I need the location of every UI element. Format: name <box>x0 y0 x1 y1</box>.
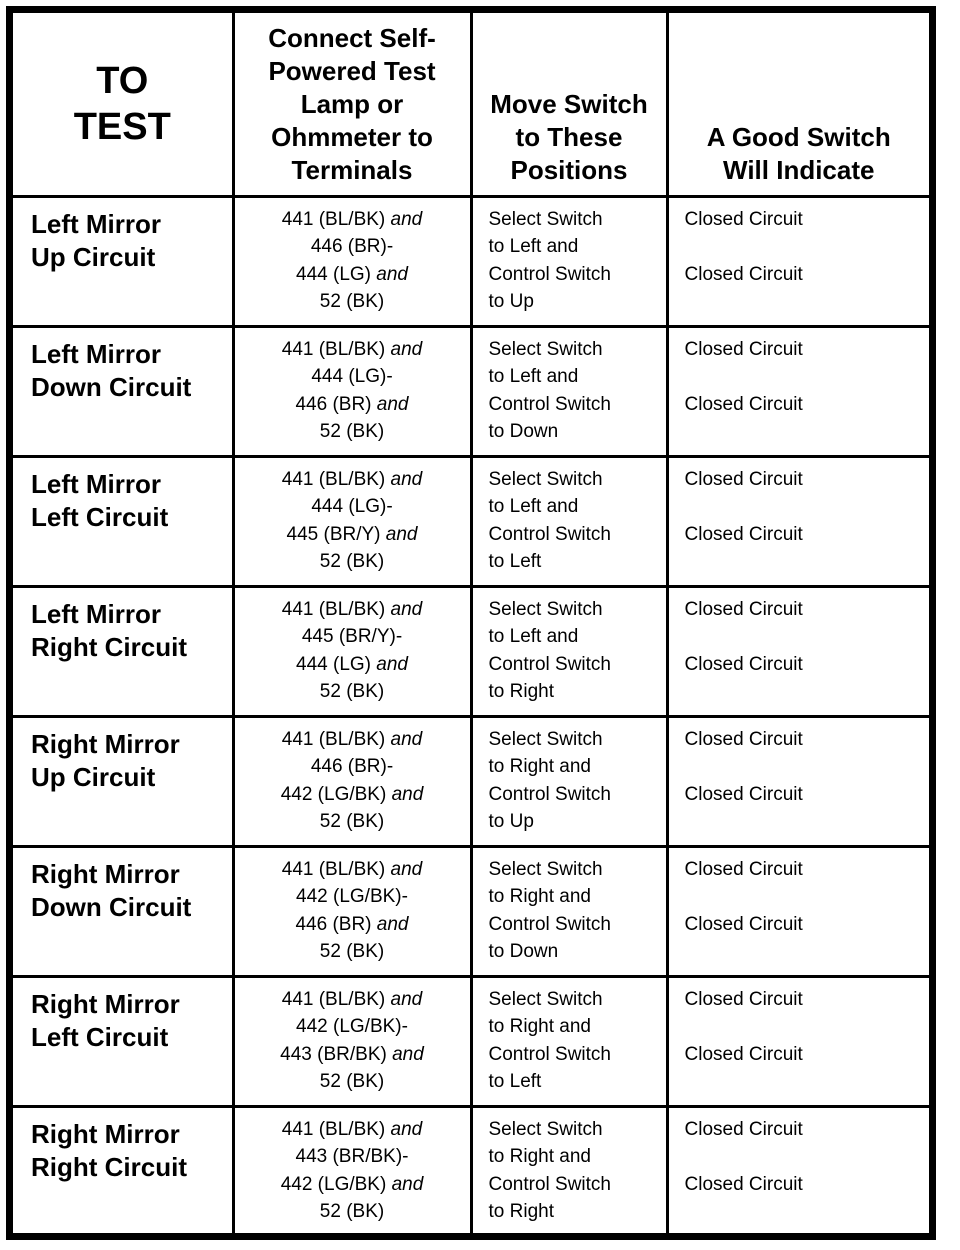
terminal-wire: 442 (LG/BK) <box>280 783 387 805</box>
terminals-cell <box>233 586 471 716</box>
circuit-name-line: Right Mirror <box>31 1118 180 1149</box>
header-good-switch <box>667 13 929 196</box>
switch-position-line: Select Switch <box>488 208 603 230</box>
indication-result: Closed Circuit <box>684 728 803 750</box>
terminal-wire: 441 (BL/BK) <box>281 1118 386 1140</box>
terminals-cell <box>233 846 471 976</box>
switch-position-line: Control Switch <box>488 523 611 545</box>
switch-position-line: Select Switch <box>488 728 603 750</box>
switch-positions-cell <box>471 326 667 456</box>
indication-cell <box>667 716 929 846</box>
terminal-conjunction: and <box>390 1118 423 1140</box>
terminal-line <box>235 288 470 316</box>
switch-positions-cell <box>471 976 667 1106</box>
indication-result: Closed Circuit <box>684 1043 803 1065</box>
terminal-wire: 441 (BL/BK) <box>281 208 386 230</box>
terminal-line <box>235 726 470 754</box>
indication-result: Closed Circuit <box>684 858 803 880</box>
terminal-wire: 444 (LG) <box>296 263 371 285</box>
terminal-wire: 444 (LG) <box>296 653 371 675</box>
table-row <box>13 196 929 326</box>
terminal-conjunction: and <box>376 393 409 415</box>
indication-result: Closed Circuit <box>684 263 803 285</box>
terminal-line <box>235 1013 470 1041</box>
terminal-line <box>235 911 470 939</box>
switch-position-line: Select Switch <box>488 858 603 880</box>
terminal-line <box>235 678 470 706</box>
terminal-wire: 442 (LG/BK) <box>280 1173 387 1195</box>
terminal-wire: 442 (LG/BK)- <box>296 886 408 907</box>
switch-position-line: to Right <box>488 1201 554 1222</box>
terminal-line <box>235 1143 470 1171</box>
circuit-name-cell <box>13 846 233 976</box>
terminal-conjunction: and <box>391 783 424 805</box>
indication-cell <box>667 1106 929 1236</box>
switch-positions-cell <box>471 846 667 976</box>
terminals-cell <box>233 1106 471 1236</box>
indication-result: Closed Circuit <box>684 1118 803 1140</box>
header-line: TO <box>96 59 149 102</box>
terminal-wire: 441 (BL/BK) <box>281 338 386 360</box>
indication-cell <box>667 586 929 716</box>
terminal-wire: 446 (BR) <box>295 393 372 415</box>
circuit-name-cell <box>13 456 233 586</box>
table-row <box>13 586 929 716</box>
terminal-line <box>235 391 470 419</box>
circuit-name-line: Left Mirror <box>31 468 161 499</box>
switch-position-line: to Left and <box>488 366 579 387</box>
terminal-conjunction: and <box>390 208 423 230</box>
indication-result: Closed Circuit <box>684 913 803 935</box>
terminal-line <box>235 521 470 549</box>
switch-position-line: Control Switch <box>488 1173 611 1195</box>
terminal-wire: 52 (BK) <box>319 291 385 312</box>
terminal-line <box>235 418 470 446</box>
circuit-name-line: Left Mirror <box>31 598 161 629</box>
terminal-wire: 52 (BK) <box>319 551 385 572</box>
circuit-name-cell <box>13 196 233 326</box>
circuit-name-line: Right Circuit <box>31 1151 187 1182</box>
header-line: Will Indicate <box>723 154 875 185</box>
terminal-line <box>235 986 470 1014</box>
circuit-name-cell <box>13 586 233 716</box>
circuit-name-line: Left Mirror <box>31 208 161 239</box>
switch-position-line: to Left <box>488 1071 542 1092</box>
circuit-name-line: Right Circuit <box>31 631 187 662</box>
terminal-line <box>235 938 470 966</box>
switch-position-line: to Right and <box>488 1146 591 1167</box>
switch-position-line: Select Switch <box>488 598 603 620</box>
switch-test-table <box>13 13 929 1236</box>
switch-position-line: to Right and <box>488 756 591 777</box>
indication-result: Closed Circuit <box>684 338 803 360</box>
terminal-wire: 443 (BR/BK)- <box>295 1146 409 1167</box>
terminal-wire: 445 (BR/Y) <box>286 523 381 545</box>
terminal-wire: 443 (BR/BK) <box>280 1043 387 1065</box>
header-line: Powered Test <box>268 55 436 86</box>
switch-position-line: Control Switch <box>488 783 611 805</box>
terminal-wire: 52 (BK) <box>319 1201 385 1222</box>
circuit-name-line: Left Circuit <box>31 501 169 532</box>
terminal-wire: 441 (BL/BK) <box>281 468 386 490</box>
indication-result: Closed Circuit <box>684 208 803 230</box>
switch-position-line: to Left and <box>488 496 579 517</box>
switch-positions-cell <box>471 586 667 716</box>
terminals-cell <box>233 716 471 846</box>
switch-position-line: Control Switch <box>488 1043 611 1065</box>
indication-result: Closed Circuit <box>684 783 803 805</box>
table-row <box>13 846 929 976</box>
terminal-wire: 52 (BK) <box>319 421 385 442</box>
switch-positions-cell <box>471 196 667 326</box>
indication-result: Closed Circuit <box>684 468 803 490</box>
circuit-name-cell <box>13 716 233 846</box>
indication-result: Closed Circuit <box>684 523 803 545</box>
circuit-name-cell <box>13 976 233 1106</box>
circuit-name-cell <box>13 326 233 456</box>
terminal-wire: 441 (BL/BK) <box>281 858 386 880</box>
switch-position-line: to Down <box>488 421 559 442</box>
terminal-conjunction: and <box>390 728 423 750</box>
header-line: to These <box>515 121 623 152</box>
terminal-conjunction: and <box>390 988 423 1010</box>
terminal-conjunction: and <box>392 1043 424 1065</box>
terminal-wire: 441 (BL/BK) <box>281 598 386 620</box>
terminals-cell <box>233 976 471 1106</box>
switch-position-line: Control Switch <box>488 913 611 935</box>
terminal-line <box>235 1198 470 1226</box>
terminal-line <box>235 623 470 651</box>
switch-position-line: to Left <box>488 551 542 572</box>
terminal-line <box>235 753 470 781</box>
header-move-switch <box>471 13 667 196</box>
switch-position-line: to Up <box>488 291 534 312</box>
terminal-wire: 446 (BR)- <box>310 756 394 777</box>
terminal-wire: 446 (BR)- <box>310 236 394 257</box>
switch-positions-cell <box>471 1106 667 1236</box>
terminal-conjunction: and <box>376 653 408 675</box>
switch-position-line: to Right <box>488 681 554 702</box>
terminal-conjunction: and <box>390 338 423 360</box>
switch-position-line: to Left and <box>488 626 579 647</box>
header-line: Ohmmeter to <box>271 121 433 152</box>
header-line: A Good Switch <box>706 121 891 152</box>
indication-result: Closed Circuit <box>684 653 803 675</box>
circuit-name-line: Down Circuit <box>31 371 192 402</box>
terminals-cell <box>233 196 471 326</box>
switch-positions-cell <box>471 456 667 586</box>
indication-result: Closed Circuit <box>684 598 803 620</box>
terminal-line <box>235 493 470 521</box>
indication-result: Closed Circuit <box>684 988 803 1010</box>
indication-cell <box>667 196 929 326</box>
indication-cell <box>667 326 929 456</box>
table-row <box>13 456 929 586</box>
terminal-line <box>235 781 470 809</box>
terminal-line <box>235 336 470 364</box>
terminal-line <box>235 856 470 884</box>
switch-position-line: to Right and <box>488 886 591 907</box>
switch-position-line: Select Switch <box>488 1118 603 1140</box>
terminal-line <box>235 466 470 494</box>
terminal-line <box>235 206 470 234</box>
terminal-wire: 445 (BR/Y)- <box>301 626 403 647</box>
table-row <box>13 716 929 846</box>
header-row <box>13 13 929 196</box>
terminal-wire: 442 (LG/BK)- <box>296 1016 408 1037</box>
terminal-wire: 444 (LG)- <box>311 366 393 387</box>
indication-cell <box>667 846 929 976</box>
terminal-wire: 446 (BR) <box>295 913 372 935</box>
terminal-conjunction: and <box>376 263 408 285</box>
table-row <box>13 326 929 456</box>
switch-position-line: Control Switch <box>488 653 611 675</box>
header-line: Connect Self- <box>268 22 436 53</box>
terminal-conjunction: and <box>390 598 423 620</box>
terminal-wire: 52 (BK) <box>319 681 385 702</box>
switch-position-line: to Down <box>488 941 559 962</box>
terminal-conjunction: and <box>390 858 423 880</box>
terminal-line <box>235 596 470 624</box>
switch-position-line: to Up <box>488 811 534 832</box>
circuit-name-line: Right Mirror <box>31 858 180 889</box>
terminal-conjunction: and <box>385 523 418 545</box>
switch-position-line: Select Switch <box>488 468 603 490</box>
terminal-wire: 52 (BK) <box>319 1071 385 1092</box>
indication-result: Closed Circuit <box>684 1173 803 1195</box>
switch-position-line: Control Switch <box>488 263 611 285</box>
terminal-line <box>235 808 470 836</box>
terminal-conjunction: and <box>390 468 423 490</box>
circuit-name-line: Up Circuit <box>31 761 156 792</box>
terminals-cell <box>233 456 471 586</box>
circuit-name-line: Left Mirror <box>31 338 161 369</box>
circuit-name-cell <box>13 1106 233 1236</box>
header-line: TEST <box>73 105 171 148</box>
table-frame <box>6 6 936 1240</box>
indication-cell <box>667 456 929 586</box>
header-line: Lamp or <box>300 88 404 119</box>
circuit-name-line: Right Mirror <box>31 988 180 1019</box>
terminal-wire: 441 (BL/BK) <box>281 728 386 750</box>
terminal-conjunction: and <box>376 913 409 935</box>
terminal-line <box>235 1116 470 1144</box>
indication-cell <box>667 976 929 1106</box>
header-connect-terminals <box>233 13 471 196</box>
terminal-line <box>235 1068 470 1096</box>
table-row <box>13 976 929 1106</box>
indication-result: Closed Circuit <box>684 393 803 415</box>
terminal-line <box>235 548 470 576</box>
terminal-wire: 441 (BL/BK) <box>281 988 386 1010</box>
terminal-line <box>235 883 470 911</box>
header-line: Positions <box>510 154 628 185</box>
terminal-line <box>235 233 470 261</box>
terminal-line <box>235 261 470 289</box>
switch-position-line: Control Switch <box>488 393 611 415</box>
switch-positions-cell <box>471 716 667 846</box>
header-to-test <box>13 13 233 196</box>
terminal-line <box>235 363 470 391</box>
circuit-name-line: Down Circuit <box>31 891 192 922</box>
terminal-conjunction: and <box>391 1173 424 1195</box>
switch-position-line: Select Switch <box>488 338 603 360</box>
switch-position-line: to Left and <box>488 236 579 257</box>
circuit-name-line: Up Circuit <box>31 241 156 272</box>
terminal-wire: 52 (BK) <box>319 941 385 962</box>
switch-position-line: to Right and <box>488 1016 591 1037</box>
terminal-line <box>235 1171 470 1199</box>
terminal-line <box>235 1041 470 1069</box>
terminal-wire: 444 (LG)- <box>311 496 393 517</box>
switch-position-line: Select Switch <box>488 988 603 1010</box>
header-line: Move Switch <box>490 88 648 119</box>
terminal-line <box>235 651 470 679</box>
circuit-name-line: Right Mirror <box>31 728 180 759</box>
table-row <box>13 1106 929 1236</box>
circuit-name-line: Left Circuit <box>31 1021 169 1052</box>
terminal-wire: 52 (BK) <box>319 811 385 832</box>
header-line: Terminals <box>291 154 413 185</box>
terminals-cell <box>233 326 471 456</box>
